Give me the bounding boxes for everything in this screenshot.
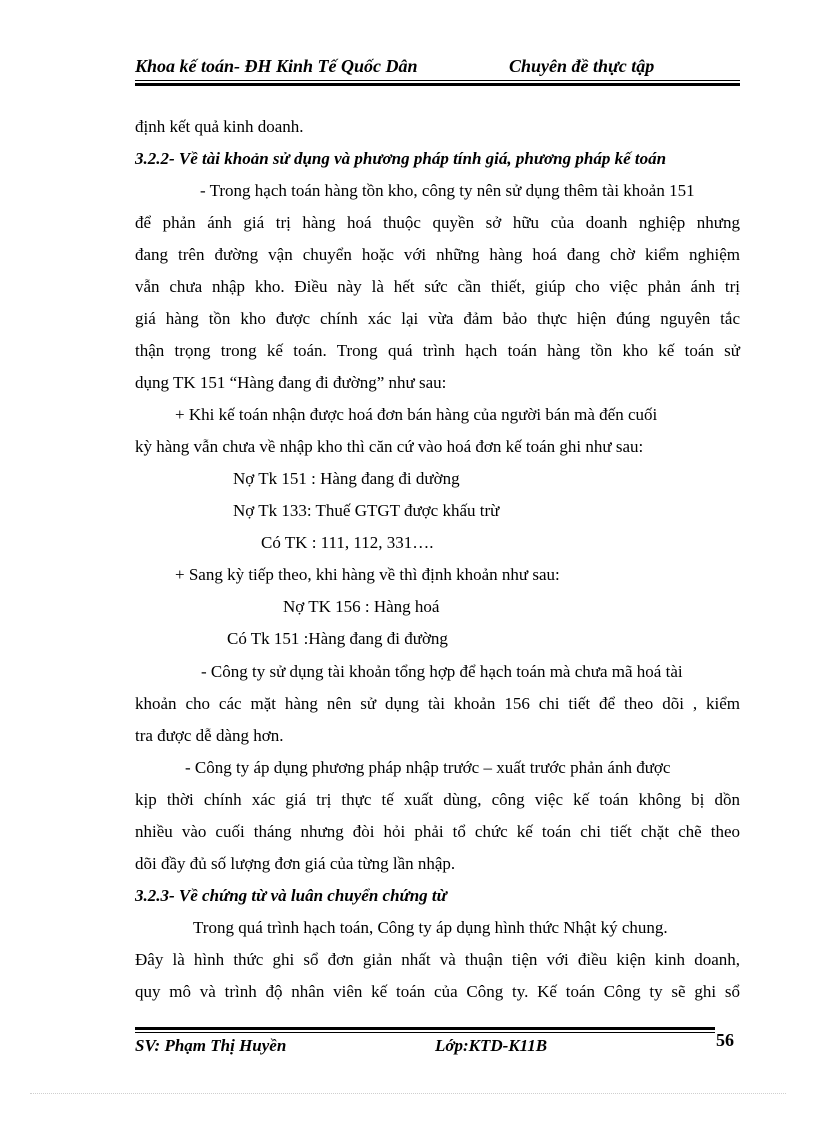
header-rule-thick bbox=[135, 83, 740, 86]
footer-class: Lớp:KTD-K11B bbox=[435, 1036, 548, 1055]
body-line: + Sang kỳ tiếp theo, khi hàng về thì định khoản như sau: bbox=[175, 565, 560, 584]
page-footer bbox=[135, 1036, 740, 1060]
section-heading-3-2-2: 3.2.2- Về tài khoản sử dụng và phương pháp tính giá, phương pháp kế toán bbox=[135, 149, 667, 168]
footer-rule-thin bbox=[135, 1032, 715, 1033]
body-line: dõi đầy đủ số lượng đơn giá của từng lần nhập. bbox=[135, 854, 456, 873]
page-bottom-divider bbox=[30, 1093, 786, 1094]
body-line: nhiều vào cuối tháng nhưng đòi hỏi phải tổ chức kế toán chi tiết chặt chẽ theo bbox=[135, 822, 740, 841]
section-heading-3-2-3: 3.2.3- Về chứng từ và luân chuyển chứng từ bbox=[135, 886, 447, 905]
body-line: + Khi kế toán nhận được hoá đơn bán hàng của người bán mà đến cuối bbox=[175, 405, 658, 424]
body-line: khoản cho các mặt hàng nên sử dụng tài khoản 156 chi tiết để theo dõi , kiểm bbox=[135, 694, 740, 713]
journal-entry-line: Nợ TK 156 : Hàng hoá bbox=[283, 597, 440, 616]
footer-student-name: SV: Phạm Thị Huyền bbox=[135, 1036, 287, 1055]
body-line: thận trọng trong kế toán. Trong quá trình hạch toán hàng tồn kho kế toán sử bbox=[135, 341, 740, 360]
body-line: tra được dễ dàng hơn. bbox=[135, 726, 284, 745]
page-header bbox=[135, 56, 740, 80]
body-line: kịp thời chính xác giá trị thực tế xuất dùng, công việc kế toán không bị dồn bbox=[135, 790, 740, 809]
body-line: đang trên đường vận chuyển hoặc với những hàng hoá đang chờ kiểm nghiệm bbox=[135, 245, 740, 264]
journal-entry-line: Nợ Tk 133: Thuế GTGT được khấu trừ bbox=[233, 501, 500, 520]
body-line: - Công ty áp dụng phương pháp nhập trước – xuất trước phản ánh được bbox=[185, 758, 671, 777]
body-line: dụng TK 151 “Hàng đang đi đường” như sau: bbox=[135, 373, 447, 392]
journal-entry-line: Nợ Tk 151 : Hàng đang đi dường bbox=[233, 469, 460, 488]
body-line: định kết quả kinh doanh. bbox=[135, 117, 304, 136]
body-line: quy mô và trình độ nhân viên kế toán của Công ty. Kế toán Công ty sẽ ghi sổ bbox=[135, 982, 740, 1001]
body-line: - Trong hạch toán hàng tồn kho, công ty nên sử dụng thêm tài khoản 151 bbox=[200, 181, 695, 200]
journal-entry-line: Có TK : 111, 112, 331…. bbox=[261, 533, 434, 552]
header-report-title: Chuyên đề thực tập bbox=[509, 56, 655, 76]
journal-entry-line: Có Tk 151 :Hàng đang đi đường bbox=[227, 629, 448, 648]
body-line: kỳ hàng vẫn chưa về nhập kho thì căn cứ vào hoá đơn kế toán ghi như sau: bbox=[135, 437, 644, 456]
footer-rule-thick bbox=[135, 1027, 715, 1030]
body-line: Đây là hình thức ghi sổ đơn giản nhất và thuận tiện với điều kiện kinh doanh, bbox=[135, 950, 740, 969]
body-line: - Công ty sử dụng tài khoản tổng hợp để hạch toán mà chưa mã hoá tài bbox=[201, 662, 683, 681]
body-line: giá hàng tồn kho được chính xác lại vừa đảm bảo thực hiện đúng nguyên tắc bbox=[135, 309, 740, 328]
body-line: vẫn chưa nhập kho. Điều này là hết sức cần thiết, giúp cho việc phản ánh trị bbox=[135, 277, 740, 296]
body-line: để phản ánh giá trị hàng hoá thuộc quyền sở hữu của doanh nghiệp nhưng bbox=[135, 213, 740, 232]
header-faculty: Khoa kế toán- ĐH Kinh Tế Quốc Dân bbox=[135, 56, 418, 76]
body-line: Trong quá trình hạch toán, Công ty áp dụng hình thức Nhật ký chung. bbox=[193, 918, 668, 937]
page-number: 56 bbox=[716, 1030, 734, 1050]
header-rule-thin bbox=[135, 80, 740, 81]
